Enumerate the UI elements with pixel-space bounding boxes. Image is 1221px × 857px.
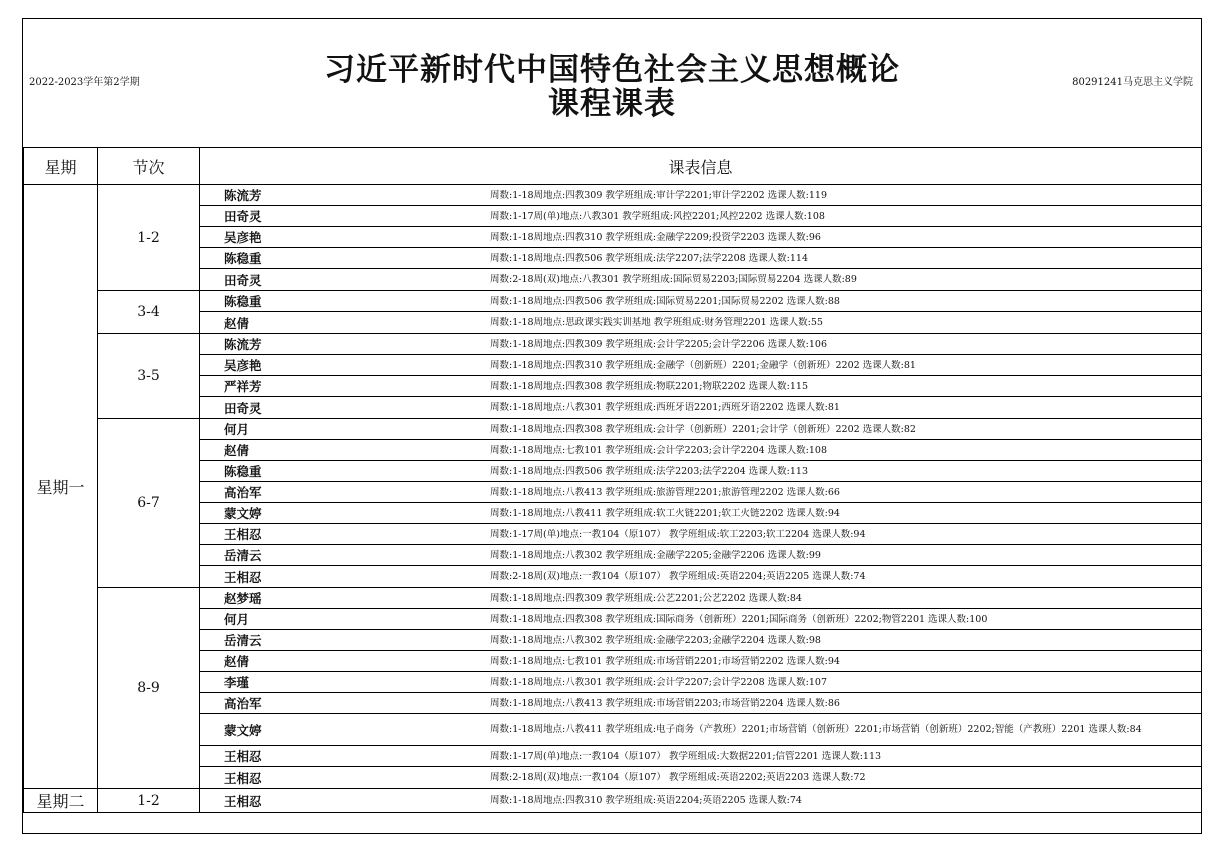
course-detail: 周数:1-18周地点:八教301 教学班组成:会计学2207;会计学2208 选课人数:107 [490, 676, 828, 688]
page-title: 习近平新时代中国特色社会主义思想概论 [324, 52, 900, 88]
list-item [200, 651, 1201, 672]
course-detail: 周数:2-18周(双)地点:一教104（原107） 教学班组成:英语2202;英语2203 选课人数:72 [490, 772, 866, 783]
course-detail: 周数:1-18周地点:八教413 教学班组成:市场营销2203;市场营销2204 选课人数:86 [490, 697, 840, 709]
teacher-name: 王相忍 [224, 527, 262, 542]
course-detail: 周数:1-18周地点:思政课实践实训基地 教学班组成:财务管理2201 选课人数:55 [490, 317, 823, 328]
info-cell [200, 334, 1202, 419]
list-item [200, 334, 1201, 355]
period-cell: 3-4 [98, 291, 200, 334]
day-cell: 星期一 [24, 185, 98, 789]
list-item [200, 269, 1201, 290]
schedule-group-row [24, 334, 1202, 419]
teacher-name: 陈稳重 [224, 464, 262, 479]
schedule-table [23, 147, 1202, 813]
course-detail: 周数:1-18周地点:四教506 教学班组成:法学2203;法学2204 选课人数:113 [490, 465, 809, 477]
teacher-name: 陈稳重 [224, 294, 262, 309]
info-cell [200, 419, 1202, 588]
page-subtitle: 课程课表 [548, 86, 676, 122]
day-cell: 星期二 [24, 789, 98, 813]
list-item [200, 461, 1201, 482]
teacher-name: 吴彦艳 [224, 358, 262, 373]
list-item [200, 630, 1201, 651]
course-detail: 周数:1-17周(单)地点:一教104（原107） 教学班组成:大数据2201;信管2201 选课人数:113 [490, 750, 882, 762]
course-detail: 周数:1-17周(单)地点:一教104（原107） 教学班组成:软工2203;软工2204 选课人数:94 [490, 528, 866, 540]
list-item [200, 248, 1201, 269]
course-detail: 周数:1-18周地点:七教101 教学班组成:会计学2203;会计学2204 选课人数:108 [490, 444, 828, 456]
teacher-name: 赵倩 [224, 443, 250, 458]
teacher-name: 田奇灵 [224, 272, 262, 288]
schedule-group-row [24, 588, 1202, 789]
course-detail: 周数:1-17周(单)地点:八教301 教学班组成:风控2201;风控2202 选课人数:108 [490, 210, 825, 222]
course-detail: 周数:1-18周地点:四教506 教学班组成:法学2207;法学2208 选课人数:114 [490, 252, 809, 264]
schedule-group-row [24, 419, 1202, 588]
course-detail: 周数:1-18周地点:四教308 教学班组成:物联2201;物联2202 选课人数:115 [490, 380, 809, 392]
teacher-name: 岳清云 [224, 548, 262, 563]
list-item [200, 376, 1201, 397]
list-item [200, 672, 1201, 693]
list-item [200, 524, 1201, 545]
teacher-name: 赵梦瑶 [224, 591, 262, 606]
schedule-group-row [24, 185, 1202, 291]
teacher-name: 何月 [224, 612, 250, 627]
course-detail: 周数:1-18周地点:四教308 教学班组成:会计学（创新班）2201;会计学（创新班）2202 选课人数:82 [490, 423, 916, 435]
list-item [200, 746, 1201, 767]
course-detail: 周数:2-18周(双)地点:一教104（原107） 教学班组成:英语2204;英语2205 选课人数:74 [490, 571, 866, 582]
info-cell [200, 185, 1202, 291]
teacher-name: 王相忍 [224, 793, 262, 809]
teacher-name: 王相忍 [224, 569, 262, 585]
teacher-name: 陈流芳 [224, 337, 262, 352]
teacher-name: 何月 [224, 422, 250, 437]
list-item [200, 503, 1201, 524]
period-cell: 6-7 [98, 419, 200, 588]
course-detail: 周数:1-18周地点:四教310 教学班组成:金融学2209;投资学2203 选课人数:96 [490, 231, 821, 243]
list-item [200, 588, 1201, 609]
list-item [200, 355, 1201, 376]
course-detail: 周数:1-18周地点:八教302 教学班组成:金融学2205;金融学2206 选课人数:99 [490, 549, 821, 561]
schedule-page [22, 18, 1202, 834]
course-detail: 周数:1-18周地点:八教413 教学班组成:旅游管理2201;旅游管理2202 选课人数:66 [490, 486, 840, 498]
period-cell: 1-2 [98, 789, 200, 813]
period-cell: 8-9 [98, 588, 200, 789]
list-item [200, 185, 1201, 206]
teacher-name: 严祥芳 [224, 379, 262, 394]
column-header-day: 星期 [24, 148, 98, 185]
list-item [200, 767, 1201, 788]
teacher-name: 王相忍 [224, 749, 262, 764]
schedule-group-row [24, 291, 1202, 334]
list-item [200, 482, 1201, 503]
teacher-name: 赵倩 [224, 315, 250, 331]
info-cell [200, 291, 1202, 334]
course-code-label: 80291241马克思主义学院 [1072, 77, 1193, 88]
course-detail: 周数:2-18周(双)地点:八教301 教学班组成:国际贸易2203;国际贸易2204 选课人数:89 [490, 274, 857, 285]
course-detail: 周数:1-18周地点:四教309 教学班组成:会计学2205;会计学2206 选课人数:106 [490, 338, 828, 350]
list-item [200, 609, 1201, 630]
teacher-name: 岳清云 [224, 633, 262, 648]
list-item [200, 291, 1201, 312]
course-detail: 周数:1-18周地点:八教411 教学班组成:电子商务（产教班）2201;市场营销（创新班）2201;市场营销（创新班）2202;智能（产教班）2201 选课人数:84 [490, 724, 1142, 735]
schedule-group-row [24, 789, 1202, 813]
course-detail: 周数:1-18周地点:四教506 教学班组成:国际贸易2201;国际贸易2202 选课人数:88 [490, 295, 840, 307]
list-item [200, 566, 1201, 587]
teacher-name: 田奇灵 [224, 400, 262, 416]
teacher-name: 王相忍 [224, 770, 262, 786]
schedule-header [23, 19, 1201, 148]
course-detail: 周数:1-18周地点:七教101 教学班组成:市场营销2201;市场营销2202 选课人数:94 [490, 655, 840, 667]
term-label: 2022-2023学年第2学期 [29, 77, 140, 88]
course-detail: 周数:1-18周地点:四教309 教学班组成:公艺2201;公艺2202 选课人数:84 [490, 592, 802, 604]
period-cell: 1-2 [98, 185, 200, 291]
column-header-period: 节次 [98, 148, 200, 185]
table-header-row [24, 148, 1202, 185]
info-cell [200, 789, 1202, 813]
course-detail: 周数:1-18周地点:四教310 教学班组成:英语2204;英语2205 选课人数:74 [490, 795, 802, 806]
teacher-name: 蒙文婷 [224, 722, 262, 738]
period-cell: 3-5 [98, 334, 200, 419]
list-item [200, 419, 1201, 440]
teacher-name: 高治军 [224, 696, 262, 711]
teacher-name: 李瑾 [224, 675, 250, 690]
course-detail: 周数:1-18周地点:八教411 教学班组成:软工火链2201;软工火链2202 选课人数:94 [490, 507, 840, 519]
course-detail: 周数:1-18周地点:四教309 教学班组成:审计学2201;审计学2202 选课人数:119 [490, 189, 828, 201]
teacher-name: 吴彦艳 [224, 230, 262, 245]
list-item [200, 545, 1201, 566]
teacher-name: 蒙文婷 [224, 506, 262, 521]
list-item [200, 397, 1201, 418]
schedule-body [24, 185, 1202, 813]
list-item [200, 206, 1201, 227]
course-detail: 周数:1-18周地点:四教308 教学班组成:国际商务（创新班）2201;国际商务（创新班）2202;物管2201 选课人数:100 [490, 613, 988, 625]
list-item [200, 312, 1201, 333]
info-cell [200, 588, 1202, 789]
list-item [200, 440, 1201, 461]
list-item [200, 714, 1201, 746]
course-detail: 周数:1-18周地点:四教310 教学班组成:金融学（创新班）2201;金融学（创新班）2202 选课人数:81 [490, 359, 916, 371]
list-item [200, 227, 1201, 248]
teacher-name: 陈稳重 [224, 251, 262, 266]
teacher-name: 赵倩 [224, 654, 250, 669]
teacher-name: 陈流芳 [224, 188, 262, 203]
list-item [200, 693, 1201, 714]
teacher-name: 高治军 [224, 485, 262, 500]
teacher-name: 田奇灵 [224, 209, 262, 224]
course-detail: 周数:1-18周地点:八教301 教学班组成:西班牙语2201;西班牙语2202 选课人数:81 [490, 402, 840, 413]
list-item [200, 790, 1201, 811]
column-header-info: 课表信息 [200, 148, 1202, 185]
course-detail: 周数:1-18周地点:八教302 教学班组成:金融学2203;金融学2204 选课人数:98 [490, 634, 821, 646]
